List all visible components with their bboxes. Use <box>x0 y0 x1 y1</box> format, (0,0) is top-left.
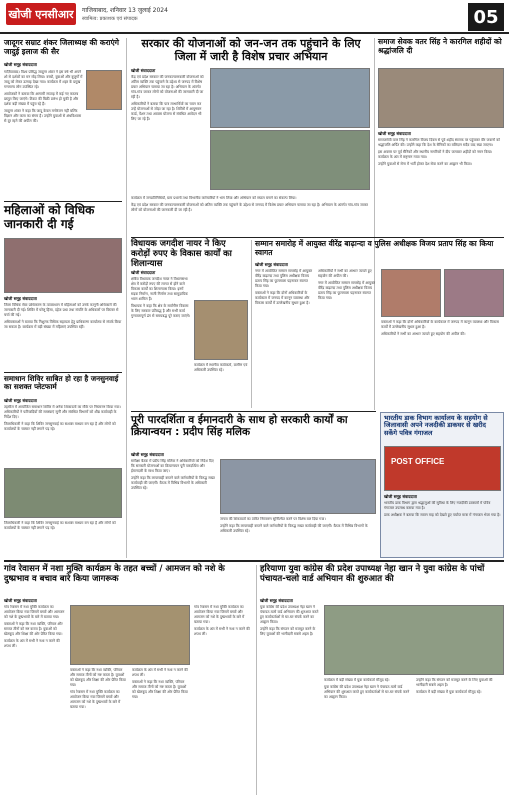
paragraph: उन्होंने कहा कि संगठन को मजबूत करने के लिए युवाओं की भागीदारी सबसे अहम है। <box>416 678 493 687</box>
body-post <box>384 501 501 556</box>
paragraph: वक्ताओं ने कहा कि नशा व्यक्ति, परिवार और समाज तीनों को नष्ट करता है। युवाओं को खेलकूद और शिक्षा की ओर प्रेरित किया गया। <box>70 668 126 687</box>
body-main-col2 <box>131 196 371 234</box>
body-nasha-col2 <box>70 668 128 795</box>
body-jadugar <box>4 70 84 198</box>
headline-kargil: समाज सेवक वतर सिंह ने कारगिल शहीदों को श्रद्धांजलि दी <box>378 37 502 55</box>
post-office-sign: POST OFFICE <box>391 457 445 466</box>
paragraph: कार्यक्रम में बड़ी संख्या में युवा कार्यकर्ता मौजूद रहे। <box>324 678 390 682</box>
headline-samman: सम्मान समारोह में आयुक्त वीरेंद्र बाढ़ान्दा व पुलिस अधीक्षक विजय प्रताप सिंह का किया स्वागत <box>255 239 494 257</box>
paragraph: उन्होंने कहा कि लापरवाही बरतने वाले कर्मचारियों के विरुद्ध सख्त कार्यवाही की जाएगी। बैठक में विभिन्न विभागों के अधिकारी उपस्थित रहे। <box>131 476 215 490</box>
body-nayar-col2 <box>194 363 248 407</box>
column-rule <box>251 240 252 408</box>
paragraph: कार्यक्रम में जनप्रतिनिधियों, ग्राम प्रधानों तथा विभागीय कर्मचारियों ने भाग लिया और अभियान को सफल बनाने का संकल्प लिया। <box>131 196 297 200</box>
post-office-photo <box>384 446 501 491</box>
paragraph: केंद्र एवं प्रदेश सरकार की जनकल्याणकारी योजनाओं को अंतिम व्यक्ति तक पहुंचाने के उद्देश्य से जनपद में विशेष प्रचार अभियान चलाया जा रहा है। अभियान के अंतर्गत गांव-गांव जाकर लोगों को योजनाओं की जानकारी दी जा रही है। <box>131 75 204 99</box>
felicitation-photo-2 <box>444 269 504 317</box>
headline-neha: हरियाणा युवा कांग्रेस की प्रदेश उपाध्यक्ष नेहा खान ने युवा कांग्रेस के पांचों पंचायत-चलो वार्ड अभियान की शुरुआत की <box>260 564 485 584</box>
paragraph: विधायक ने कहा कि क्षेत्र के सर्वांगीण विकास के लिए सरकार प्रतिबद्ध है और सभी कार्य गुणवत्तापूर्ण ढंग से समयबद्ध पूरे कराए जाएंगे। <box>131 304 191 318</box>
byline-neha: खोजी समूह संवाददाता <box>260 598 293 603</box>
paragraph: नगर में आयोजित सम्मान समारोह में आयुक्त वीरेंद्र बाढ़ान्दा तथा पुलिस अधीक्षक विजय प्रताप सिंह का फूलमाला पहनाकर स्वागत किया गया। <box>318 281 376 300</box>
masthead <box>0 0 509 34</box>
paragraph: वक्ताओं ने कहा कि नशा व्यक्ति, परिवार और समाज तीनों को नष्ट करता है। युवाओं को खेलकूद और शिक्षा की ओर प्रेरित किया गया। <box>4 622 63 636</box>
headline-women: महिलाओं को विधिक जानकारी दी गई <box>4 203 95 231</box>
paragraph: गांव रेवासन में नशा मुक्ति कार्यक्रम का आयोजन किया गया जिसमें बच्चों और आमजन को नशे के दुष्प्रभावों के बारे में बताया गया। <box>70 690 121 709</box>
paragraph: गांव रेवासन में नशा मुक्ति कार्यक्रम का आयोजन किया गया जिसमें बच्चों और आमजन को नशे के दुष्प्रभावों के बारे में बताया गया। <box>194 605 245 624</box>
paragraph: भारतीय डाक विभाग द्वारा श्रद्धालुओं की सुविधा के लिए नजदीकी डाकघरों में पवित्र गंगाजल उपलब्ध कराया गया है। <box>384 501 491 510</box>
paragraph: गाज़ियाबाद। विश्व प्रसिद्ध जादूगर शंकर ने इस वर्ष भी अपने शो से दर्शकों का मन मोह लिया। बच्चों, युवाओं और बुजुर्गों में जादू को लेकर उत्साह देखा गया। कार्यक्रम में शहर के प्रमुख गणमान्य लोग उपस्थित रहे। <box>4 70 83 89</box>
youth-congress-photo <box>324 605 504 675</box>
column-rule <box>256 565 257 795</box>
paragraph: डाक अधीक्षक ने बताया कि सावन माह को देखते हुए पर्याप्त मात्रा में गंगाजल भेजा गया है। <box>384 513 501 517</box>
byline-jadugar: खोजी समूह संवाददाता <box>4 62 37 67</box>
byline-kargil: खोजी समूह संवाददाता <box>378 131 411 136</box>
paragraph: कार्यक्रम के अंत में सभी ने नशा न करने की शपथ ली। <box>194 627 250 636</box>
body-neha-col2 <box>324 678 412 795</box>
nasha-mukti-photo <box>70 605 190 665</box>
divider <box>4 560 504 562</box>
body-samadhan <box>4 405 122 465</box>
paragraph: जिलाधिकारी ने कहा कि शिविर जनसुनवाई का सशक्त माध्यम बन रहा है और लोगों को कार्यालयों के चक्कर नहीं लगाने पड़ रहे। <box>4 521 116 530</box>
body-samadhan-cont <box>4 521 122 555</box>
paragraph: इस अवसर पर पूर्व सैनिकों और स्थानीय नागरिकों ने दीप जलाकर शहीदों को नमन किया। कार्यक्रम के अंत में राष्ट्रगान गाया गया। <box>378 150 493 159</box>
body-nasha-col3 <box>132 668 190 795</box>
paragraph: समाजसेवी वतर सिंह ने कारगिल विजय दिवस से पूर्व शहीद स्मारक पर पहुंचकर वीर जवानों को श्रद्धांजलि अर्पित की। उन्होंने कहा कि देश के सैनिकों का बलिदान सदैव याद रखा जाएगा। <box>378 138 500 147</box>
body-samman-col2 <box>318 269 378 407</box>
paragraph: जिलाधिकारी ने कहा कि शिविर जनसुनवाई का सशक्त माध्यम बन रहा है और लोगों को कार्यालयों के चक्कर नहीं लगाने पड़ रहे। <box>4 422 116 431</box>
headline-post: भारतीय डाक विभाग कार्यालय के सहयोग से जिलावासी अपने नजदीकी डाकघर से खरीद सकेंगे पवित्र गंगाजल <box>384 414 488 437</box>
byline-main: खोजी संवाददाता <box>131 68 156 73</box>
divider <box>131 411 376 412</box>
headline-pradeep: पूरी पारदर्शिता व ईमानदारी के साथ हो सरकारी कार्यों का क्रियान्वयन : प्रदीप सिंह मलिक <box>131 414 348 439</box>
paragraph: क्षेत्रीय विधायक जगदीश नायर ने विधानसभा क्षेत्र में करोड़ों रुपए की लागत से होने वाले विकास कार्यों का शिलान्यास किया। इनमें सड़क निर्माण, नाली निर्माण तथा सामुदायिक भवन शामिल हैं। <box>131 277 188 301</box>
campaign-stage-photo <box>210 68 370 128</box>
body-pradeep-col2 <box>220 517 376 557</box>
paragraph: केंद्र एवं प्रदेश सरकार की जनकल्याणकारी योजनाओं को अंतिम व्यक्ति तक पहुंचाने के उद्देश्य से जनपद में विशेष प्रचार अभियान चलाया जा रहा है। अभियान के अंतर्गत गांव-गांव जाकर लोगों को योजनाओं की जानकारी दी जा रही है। <box>131 203 368 212</box>
divider <box>131 237 504 238</box>
byline-post: खोजी समूह संवाददाता <box>384 494 417 499</box>
paragraph: युवा कांग्रेस की प्रदेश उपाध्यक्ष नेहा खान ने पंचायत-चलो वार्ड अभियान की शुरुआत करते हुए कार्यकर्ताओं से घर-घर संपर्क करने का आह्वान किया। <box>260 605 319 624</box>
paragraph: जिला विधिक सेवा प्राधिकरण के तत्वावधान में महिलाओं को उनके कानूनी अधिकारों की जानकारी दी गई। शिविर में घरेलू हिंसा, दहेज प्रथा तथा संपत्ति के अधिकारों पर विस्तार से चर्चा की गई। <box>4 303 119 317</box>
page-number: 05 <box>468 3 504 31</box>
headline-jadugar: जादूगर सम्राट शंकर जिलाध्यक्ष की कराएंगे जादुई इलाज की सैर <box>4 38 119 56</box>
sub-line: स्वामित्व: प्रकाशक एवं संपादक <box>82 16 138 22</box>
paragraph: जादूगर शंकर ने कहा कि जादू केवल मनोरंजन नहीं बल्कि विज्ञान और कला का संगम है। उन्होंने युवाओं से अंधविश्वास से दूर रहने की अपील की। <box>4 109 82 123</box>
felicitation-photo-1 <box>381 269 441 317</box>
samadhan-shivir-photo <box>4 468 122 518</box>
paragraph: कार्यक्रम के अंत में सभी ने नशा न करने की शपथ ली। <box>132 668 188 677</box>
mla-foundation-photo <box>194 300 248 360</box>
byline-nayar: खोजी संवाददाता <box>131 270 156 275</box>
paragraph: कार्यक्रम के अंत में सभी ने नशा न करने की शपथ ली। <box>4 639 60 648</box>
paragraph: जनता की शिकायतों का त्वरित निस्तारण सुनिश्चित करने पर विशेष बल दिया गया। <box>220 517 326 521</box>
body-main-col1 <box>131 75 206 195</box>
review-meeting-photo <box>220 459 376 514</box>
byline-samman: खोजी समूह संवाददाता <box>255 262 288 267</box>
headline-nasha: गांव रेवासन में नशा मुक्ति कार्यक्रम के तहत बच्चों / आमजन को नशे के दुष्प्रभाव व बचाव बारे किया जागरूक <box>4 564 225 584</box>
body-nayar-col1 <box>131 277 191 407</box>
paragraph: वक्ताओं ने कहा कि नशा व्यक्ति, परिवार और समाज तीनों को नष्ट करता है। युवाओं को खेलकूद और शिक्षा की ओर प्रेरित किया गया। <box>132 680 188 699</box>
column-rule <box>126 38 127 558</box>
paragraph: अधिकारियों ने सभी का आभार जताते हुए सहयोग की अपील की। <box>318 269 372 278</box>
byline-women: खोजी समूह संवाददाता <box>4 296 37 301</box>
paragraph: कार्यक्रम में स्थानीय कार्यकर्ता, ग्रामीण एवं अधिकारी उपस्थित रहे। <box>194 363 248 372</box>
divider <box>4 201 122 202</box>
body-pradeep-col1 <box>131 459 217 557</box>
paragraph: अधिवक्ताओं ने बताया कि निशुल्क विधिक सहायता हेतु प्राधिकरण कार्यालय से संपर्क किया जा सकता है। कार्यक्रम में बड़ी संख्या में महिलाएं उपस्थित रहीं। <box>4 320 122 329</box>
paragraph: वक्ताओं ने कहा कि दोनों अधिकारियों के कार्यकाल में जनपद में कानून व्यवस्था और विकास कार्यों में उल्लेखनीय सुधार हुआ है। <box>381 320 499 329</box>
byline-samadhan: खोजी समूह संवाददाता <box>4 398 37 403</box>
jadugar-shankar-photo <box>86 70 122 110</box>
paragraph: नगर में आयोजित सम्मान समारोह में आयुक्त वीरेंद्र बाढ़ान्दा तथा पुलिस अधीक्षक विजय प्रताप सिंह का फूलमाला पहनाकर स्वागत किया गया। <box>255 269 313 288</box>
kargil-tribute-photo <box>378 68 504 128</box>
date-line: गाजियाबाद, शनिवार 13 जुलाई 2024 <box>82 7 168 14</box>
paragraph: युवा कांग्रेस की प्रदेश उपाध्यक्ष नेहा खान ने पंचायत-चलो वार्ड अभियान की शुरुआत करते हुए कार्यकर्ताओं से घर-घर संपर्क करने का आह्वान किया। <box>324 685 410 699</box>
headline-samadhan: समाधान शिविर साबित हो रहा है जनसुनवाई का सशक्त प्लेटफार्म <box>4 374 119 392</box>
women-legal-camp-photo <box>4 238 122 293</box>
body-neha-col1 <box>260 605 320 795</box>
headline-main: सरकार की योजनाओं को जन-जन तक पहुंचाने के लिए जिला में जारी है विशेष प्रचार अभियान <box>141 37 361 63</box>
paragraph: उन्होंने कहा कि लापरवाही बरतने वाले कर्मचारियों के विरुद्ध सख्त कार्यवाही की जाएगी। बैठक में विभिन्न विभागों के अधिकारी उपस्थित रहे। <box>220 524 368 533</box>
body-neha-col3 <box>416 678 504 795</box>
body-samman-col3 <box>381 320 504 410</box>
paragraph: उन्होंने कहा कि संगठन को मजबूत करने के लिए युवाओं की भागीदारी सबसे अहम है। <box>260 627 316 636</box>
byline-pradeep: खोजी समूह संवाददाता <box>131 452 164 457</box>
paragraph: समीक्षा बैठक में प्रदीप सिंह मलिक ने अधिकारियों को निर्देश दिए कि सरकारी योजनाओं का क्रियान्वयन पूरी पारदर्शिता और ईमानदारी के साथ किया जाए। <box>131 459 214 473</box>
body-samman-col1 <box>255 269 315 407</box>
paragraph: गांव रेवासन में नशा मुक्ति कार्यक्रम का आयोजन किया गया जिसमें बच्चों और आमजन को नशे के दुष्प्रभावों के बारे में बताया गया। <box>4 605 65 619</box>
paragraph: आयोजकों ने बताया कि आगामी सप्ताह में कई नए करतब प्रस्तुत किए जाएंगे। टिकट की बिक्री प्रारंभ हो चुकी है और दर्शक बड़ी संख्या में पहुंच रहे हैं। <box>4 92 79 106</box>
paragraph: अधिकारियों ने सभी का आभार जताते हुए सहयोग की अपील की। <box>381 332 466 336</box>
body-nasha-col1 <box>4 605 66 795</box>
paragraph: वक्ताओं ने कहा कि दोनों अधिकारियों के कार्यकाल में जनपद में कानून व्यवस्था और विकास कार्यों में उल्लेखनीय सुधार हुआ है। <box>255 291 310 305</box>
paragraph: उन्होंने युवाओं से सेना में भर्ती होकर देश सेवा करने का आह्वान भी किया। <box>378 162 472 166</box>
divider <box>4 372 122 373</box>
headline-nayar: विधायक जगदीश नायर ने किए करोड़ों रुपए के विकास कार्यों का शिलान्यास <box>131 239 232 269</box>
newspaper-logo: खोजी एनसीआर <box>6 3 76 25</box>
body-kargil <box>378 138 504 234</box>
campaign-crowd-photo <box>210 130 370 190</box>
byline-nasha: खोजी समूह संवाददाता <box>4 598 37 603</box>
paragraph: कार्यक्रम में बड़ी संख्या में युवा कार्यकर्ता मौजूद रहे। <box>416 690 482 694</box>
body-nasha-col4 <box>194 605 252 795</box>
paragraph: अधिकारियों ने बताया कि पात्र लाभार्थियों का चयन कर उन्हें योजनाओं से जोड़ा जा रहा है। शिविरों में आयुष्मान कार्ड, पेंशन तथा आवास योजना से संबंधित आवेदन भी लिए जा रहे हैं। <box>131 102 202 121</box>
body-women <box>4 303 122 370</box>
paragraph: तहसील में आयोजित समाधान शिविर में अनेक शिकायतों का मौके पर निस्तारण किया गया। अधिकारियों ने फरियादियों की समस्याएं सुनीं और संबंधित विभागों को शीघ्र कार्यवाही के निर्देश दिए। <box>4 405 121 419</box>
